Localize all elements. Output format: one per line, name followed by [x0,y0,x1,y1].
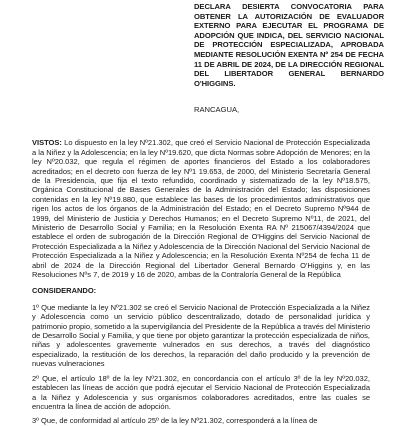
vistos-paragraph [32,138,370,279]
vistos-label: VISTOS: [32,138,62,148]
place-date-line: RANCAGUA, [194,105,240,115]
document-body [32,138,370,425]
considerando-paragraph-2: 2º Que, el artículo 18º de la ley Nº21.302, en concordancia con el artículo 3º de la ley Nº20.032, establecen las líneas de acción que podrá ejecutar el Servicio Nacional de Protección Especializada a la Niñez y Adolescencia y sus organismos colaboradores acreditados, entre las cuales se encuentra la línea de acción de adopción. [32,373,370,411]
considerando-paragraph-1: 1º Que mediante la ley Nº21.302 se creó el Servicio Nacional de Protección Especializada a la Niñez y Adolescencia como un servicio público descentralizado, dotado de personalidad jurídica y patrimonio propio, sometido a la supervigilancia del Presidente de la República a través del Ministerio de Desarrollo Social y Familia, y que tiene por objeto garantizar la protección especializada de niños, niñas y adolescentes gravemente vulnerados en sus derechos, a través del diagnóstico especializado, la restitución de los derechos, la reparación del daño producido y la prevención de nuevas vulneraciones [32,302,370,369]
resolution-title: DECLARA DESIERTA CONVOCATORIA PARA OBTENER LA AUTORIZACIÓN DE EVALUADOR EXTERNO PARA EJECUTAR EL PROGRAMA DE ADOPCIÓN QUE INDICA, DEL SERVICIO NACIONAL DE PROTECCIÓN ESPECIALIZADA, APROBADA MEDIANTE RESOLUCIÓN EXENTA Nº 254 DE FECHA 11 DE ABRIL DE 2024, DE LA DIRECCIÓN REGIONAL DEL LIBERTADOR GENERAL BERNARDO O'HIGGINS. [194,2,384,88]
considerando-paragraph-3: 3º Que, de conformidad al artículo 25º de la ley Nº21.302, corresponderá a la línea de [32,416,318,426]
vistos-text: Lo dispuesto en la ley Nº21.302, que creó el Servicio Nacional de Protección Especializada a la Niñez y la Adolescencia; en la ley Nº19.620, que dicta Normas sobre Adopción de Menores; en la ley Nº20.032, que regula el régimen de aportes financieros del Estado a los colaboradores acreditados; en el decreto con fuerza de ley Nº1 19.653, de 2000, del Ministerio Secretaría General de la Presidencia, que fija el texto refundido, coordinado y sistematizado de la ley Nº18.575, Orgánica Constitucional de Bases Generales de la Administración del Estado; las disposiciones contenidas en la ley Nº19.880, que establece las bases de los procedimientos administrativos que rigen los actos de los órganos de la Administración del Estado; en el Decreto Supremo Nº944 de 1999, del Ministerio de Justicia y Derechos Humanos; en el Decreto Supremo Nº11, de 2021, del Ministerio de Desarrollo Social y Familia; en la Resolución Exenta RA Nº 215067/4394/2024 que establece el orden de subrogación de la Dirección Regional de O'Higgins del Servicio Nacional de Protección Especializada a la Niñez y Adolescencia de la Dirección Nacional del Servicio Nacional de Protección Especializada a la Niñez y Adolescencia; en la Resolución Exenta Nº254 de fecha 11 de abril de 2024 de la Dirección Regional del Libertador General Bernardo O'Higgins y, en las Resoluciones Nºs 7, de 2019 y 16 de 2020, ambas de la Contraloría General de la República [32,138,370,280]
considerando-heading: CONSIDERANDO: [32,286,97,296]
